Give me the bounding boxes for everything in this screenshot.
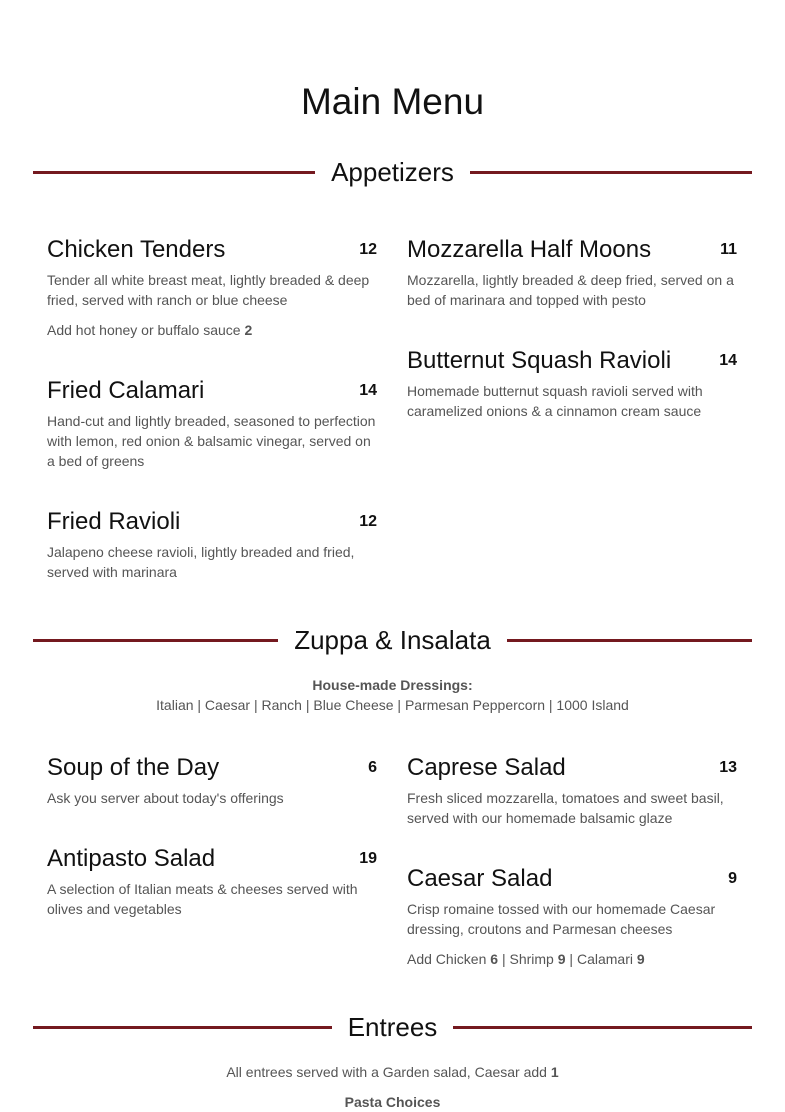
section-header-appetizers — [33, 152, 752, 192]
item-description: Homemade butternut squash ravioli served with caramelized onions & a cinnamon cream sauce — [407, 383, 703, 419]
item-name: Fried Ravioli — [47, 508, 181, 535]
item-price: 12 — [359, 241, 377, 258]
item-price: 14 — [359, 382, 377, 399]
item-price: 13 — [719, 759, 737, 776]
item-description: Tender all white breast meat, lightly breaded & deep fried, served with ranch or blue cheese — [47, 272, 370, 308]
pasta-choices-label: Pasta Choices — [344, 1094, 441, 1110]
section-header-zuppa — [33, 620, 752, 660]
item-description: Ask you server about today's offerings — [47, 790, 284, 806]
item-addon: Add Chicken 6 | Shrimp 9 | Calamari 9 — [407, 951, 645, 967]
dressings-label: House-made Dressings: — [312, 677, 473, 693]
entrees-note-price: 1 — [550, 1064, 559, 1080]
item-price: 14 — [719, 352, 737, 369]
menu-item-fried-ravioli — [47, 507, 377, 582]
item-description: A selection of Italian meats & cheeses served with olives and vegetables — [47, 881, 358, 917]
menu-item-caprese-salad — [407, 753, 737, 828]
item-name: Antipasto Salad — [47, 845, 216, 872]
menu-item-chicken-tenders — [47, 235, 377, 340]
item-description: Hand-cut and lightly breaded, seasoned to perfection with lemon, red onion & balsamic vinegar, served on a bed of greens — [47, 413, 376, 469]
item-price: 19 — [359, 850, 377, 867]
dressings-list: Italian | Caesar | Ranch | Blue Cheese | Parmesan Peppercorn | 1000 Island — [156, 697, 629, 713]
menu-item-fried-calamari — [47, 376, 377, 471]
item-name: Fried Calamari — [47, 377, 205, 404]
item-name: Butternut Squash Ravioli — [407, 347, 672, 374]
section-title-entrees: Entrees — [347, 1012, 438, 1042]
menu-item-caesar-salad — [407, 864, 737, 969]
item-price: 11 — [720, 241, 737, 258]
entrees-note: All entrees served with a Garden salad, Caesar add 1 — [226, 1064, 559, 1080]
menu-item-mozzarella-half-moons — [407, 235, 737, 310]
item-description: Mozzarella, lightly breaded & deep fried, served on a bed of marinara and topped with pesto — [407, 272, 734, 308]
item-description: Jalapeno cheese ravioli, lightly breaded and fried, served with marinara — [47, 544, 355, 580]
menu-item-butternut-squash-ravioli — [407, 346, 737, 421]
item-price: 12 — [359, 513, 377, 530]
item-name: Soup of the Day — [47, 754, 220, 781]
item-price: 6 — [368, 759, 377, 776]
item-addon: Add hot honey or buffalo sauce 2 — [47, 322, 253, 338]
item-name: Caprese Salad — [407, 754, 566, 781]
item-name: Chicken Tenders — [47, 236, 226, 263]
page-title: Main Menu — [300, 81, 485, 122]
addon-price: 2 — [244, 322, 253, 338]
section-title-appetizers: Appetizers — [331, 157, 454, 187]
menu-item-antipasto-salad — [47, 844, 377, 919]
item-name: Mozzarella Half Moons — [407, 236, 652, 263]
item-description: Fresh sliced mozzarella, tomatoes and sweet basil, served with our homemade balsamic glaze — [407, 790, 724, 826]
item-price: 9 — [728, 870, 737, 887]
section-header-entrees — [33, 1007, 752, 1047]
item-name: Caesar Salad — [407, 865, 553, 892]
menu-item-soup-of-the-day — [47, 753, 377, 808]
section-title-zuppa: Zuppa & Insalata — [294, 625, 491, 655]
item-description: Crisp romaine tossed with our homemade Caesar dressing, croutons and Parmesan cheeses — [407, 901, 716, 937]
